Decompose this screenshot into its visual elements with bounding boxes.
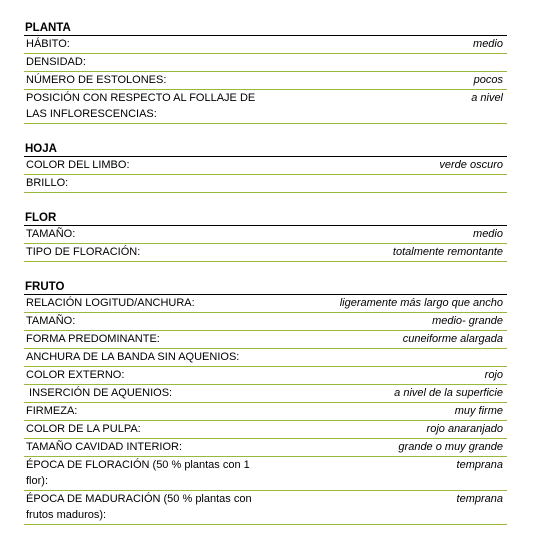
row-brillo xyxy=(24,175,507,193)
section-planta xyxy=(24,21,507,124)
row-label: TAMAÑO: xyxy=(26,315,76,327)
row-value: ligeramente más largo que ancho xyxy=(339,297,503,309)
row-value: medio- grande xyxy=(432,315,503,327)
row-densidad xyxy=(24,54,507,72)
row-label: FIRMEZA: xyxy=(26,405,78,417)
row-color-externo xyxy=(24,367,507,385)
row-label: DENSIDAD: xyxy=(26,56,86,68)
row-label: TIPO DE FLORACIÓN: xyxy=(26,246,141,258)
row-label: HÁBITO: xyxy=(26,38,70,50)
row-color-limbo xyxy=(24,157,507,175)
section-title-planta: PLANTA xyxy=(24,21,507,36)
row-label: ÉPOCA DE MADURACIÓN (50 % plantas con frutos maduros): xyxy=(26,493,252,521)
row-value: cuneiforme alargada xyxy=(402,333,503,345)
row-label: COLOR EXTERNO: xyxy=(26,369,125,381)
row-label: NÚMERO DE ESTOLONES: xyxy=(26,74,167,86)
row-value: medio xyxy=(473,228,503,240)
row-value: temprana xyxy=(456,459,503,471)
section-title-hoja: HOJA xyxy=(24,142,507,157)
row-label: BRILLO: xyxy=(26,177,69,189)
section-hoja xyxy=(24,142,507,193)
characteristics-sheet xyxy=(24,21,507,525)
row-label: TAMAÑO: xyxy=(26,228,76,240)
section-title-flor: FLOR xyxy=(24,211,507,226)
row-label: POSICIÓN CON RESPECTO AL FOLLAJE DE LAS INFLORESCENCIAS: xyxy=(26,92,256,120)
row-tamano-fruto xyxy=(24,313,507,331)
row-label: RELACIÓN LOGITUD/ANCHURA: xyxy=(26,297,195,309)
row-label: FORMA PREDOMINANTE: xyxy=(26,333,160,345)
row-tamano-cavidad xyxy=(24,439,507,457)
row-color-pulpa xyxy=(24,421,507,439)
row-value: medio xyxy=(473,38,503,50)
row-value: muy firme xyxy=(454,405,503,417)
row-value: rojo anaranjado xyxy=(426,423,503,435)
section-flor xyxy=(24,211,507,262)
row-value: a nivel xyxy=(471,92,503,104)
row-label: COLOR DEL LIMBO: xyxy=(26,159,130,171)
row-posicion-follaje xyxy=(24,90,507,124)
row-anchura-banda xyxy=(24,349,507,367)
row-label: INSERCIÓN DE AQUENIOS: xyxy=(26,387,173,399)
row-value: pocos xyxy=(473,74,503,86)
row-value: rojo xyxy=(484,369,503,381)
row-relacion-longitud xyxy=(24,295,507,313)
row-label: TAMAÑO CAVIDAD INTERIOR: xyxy=(26,441,183,453)
row-habito xyxy=(24,36,507,54)
row-epoca-maduracion xyxy=(24,491,507,525)
row-value: grande o muy grande xyxy=(398,441,503,453)
row-label: ÉPOCA DE FLORACIÓN (50 % plantas con 1 flor): xyxy=(26,459,250,487)
row-numero-estolones xyxy=(24,72,507,90)
section-title-fruto: FRUTO xyxy=(24,280,507,295)
row-insercion-aquenios xyxy=(24,385,507,403)
row-firmeza xyxy=(24,403,507,421)
row-label: COLOR DE LA PULPA: xyxy=(26,423,141,435)
row-label: ANCHURA DE LA BANDA SIN AQUENIOS: xyxy=(26,351,240,363)
row-forma-predominante xyxy=(24,331,507,349)
row-value: totalmente remontante xyxy=(392,246,503,258)
row-value: a nivel de la superficie xyxy=(394,387,503,399)
row-value: temprana xyxy=(456,493,503,505)
row-value: verde oscuro xyxy=(439,159,503,171)
section-fruto xyxy=(24,280,507,525)
row-tipo-floracion xyxy=(24,244,507,262)
row-tamano-flor xyxy=(24,226,507,244)
row-epoca-floracion xyxy=(24,457,507,491)
